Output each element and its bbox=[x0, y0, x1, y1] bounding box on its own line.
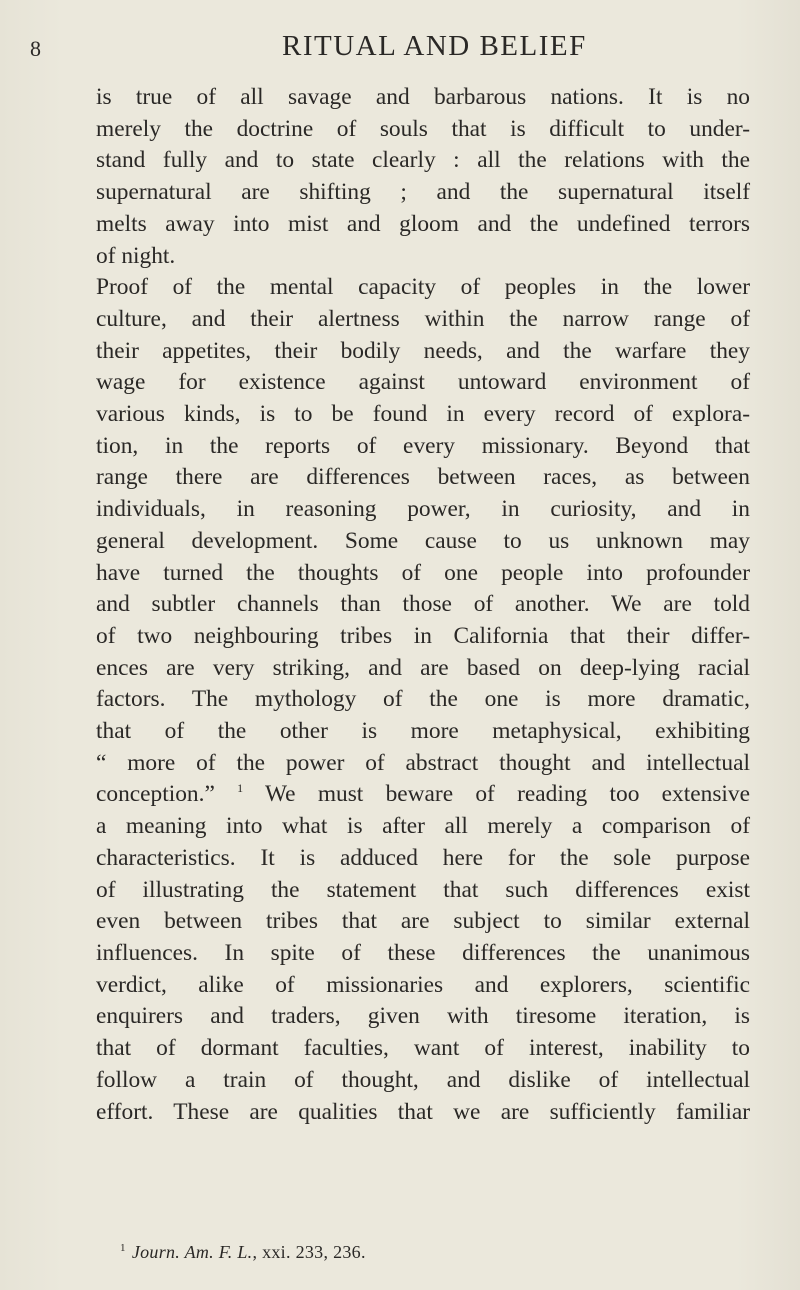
text-line: wage for existence against untoward environment of bbox=[96, 369, 750, 396]
text-line: enquirers and traders, given with tiresome iteration, is bbox=[96, 1003, 750, 1030]
page-number: 8 bbox=[30, 36, 42, 61]
text-line: their appetites, their bodily needs, and the warfare they bbox=[96, 337, 750, 364]
text-line: characteristics. It is adduced here for the sole purpose bbox=[96, 844, 750, 871]
line-tail: We must beware of reading too extensive bbox=[243, 781, 751, 808]
footnote-source: Journ. Am. F. L. bbox=[131, 1242, 253, 1262]
text-line: culture, and their alertness within the narrow range of bbox=[96, 305, 750, 332]
text-line: of night. bbox=[96, 242, 176, 269]
text-line: various kinds, is to be found in every record of explora- bbox=[96, 401, 750, 428]
footnote-citation: , xxi. 233, 236. bbox=[252, 1242, 366, 1262]
text-line: merely the doctrine of souls that is difficult to under- bbox=[96, 115, 750, 142]
text-line: of two neighbouring tribes in California that their differ- bbox=[96, 622, 750, 649]
running-head: RITUAL AND BELIEF bbox=[282, 30, 587, 62]
text-line: supernatural are shifting ; and the supernatural itself bbox=[96, 179, 750, 206]
text-line: “ more of the power of abstract thought and intellectual bbox=[96, 749, 750, 776]
footnote-mark: 1 bbox=[120, 1242, 126, 1254]
text-line: Proof of the mental capacity of peoples in the lower bbox=[96, 274, 750, 301]
body-text bbox=[96, 82, 750, 1128]
line-head: conception.” bbox=[96, 781, 238, 808]
text-line: effort. These are qualities that we are sufficiently familiar bbox=[96, 1098, 750, 1125]
text-line: ences are very striking, and are based on deep-lying racial bbox=[96, 654, 750, 681]
page-header bbox=[0, 30, 800, 70]
text-line: follow a train of thought, and dislike of intellectual bbox=[96, 1066, 750, 1093]
text-line: influences. In spite of these differences the unanimous bbox=[96, 939, 750, 966]
footnote bbox=[120, 1242, 366, 1263]
footnote-reference: 1 bbox=[237, 781, 244, 796]
text-line: factors. The mythology of the one is more dramatic, bbox=[96, 686, 750, 713]
text-line: have turned the thoughts of one people into profounder bbox=[96, 559, 750, 586]
text-line: stand fully and to state clearly : all the relations with the bbox=[96, 147, 750, 174]
text-line: that of the other is more metaphysical, exhibiting bbox=[96, 718, 750, 745]
text-line: a meaning into what is after all merely a comparison of bbox=[96, 813, 750, 840]
text-line: even between tribes that are subject to similar external bbox=[96, 908, 750, 935]
text-line-with-footnote-ref bbox=[96, 779, 750, 811]
text-line: melts away into mist and gloom and the undefined terrors bbox=[96, 210, 750, 237]
text-line: that of dormant faculties, want of interest, inability to bbox=[96, 1035, 750, 1062]
text-line: tion, in the reports of every missionary. Beyond that bbox=[96, 432, 750, 459]
text-line: general development. Some cause to us unknown may bbox=[96, 527, 750, 554]
text-line: and subtler channels than those of another. We are told bbox=[96, 591, 750, 618]
text-line: individuals, in reasoning power, in curiosity, and in bbox=[96, 496, 750, 523]
text-line: range there are differences between races, as between bbox=[96, 464, 750, 491]
text-line: is true of all savage and barbarous nations. It is no bbox=[96, 84, 750, 110]
text-line: verdict, alike of missionaries and explorers, scientific bbox=[96, 971, 750, 998]
text-line: of illustrating the statement that such differences exist bbox=[96, 876, 750, 903]
